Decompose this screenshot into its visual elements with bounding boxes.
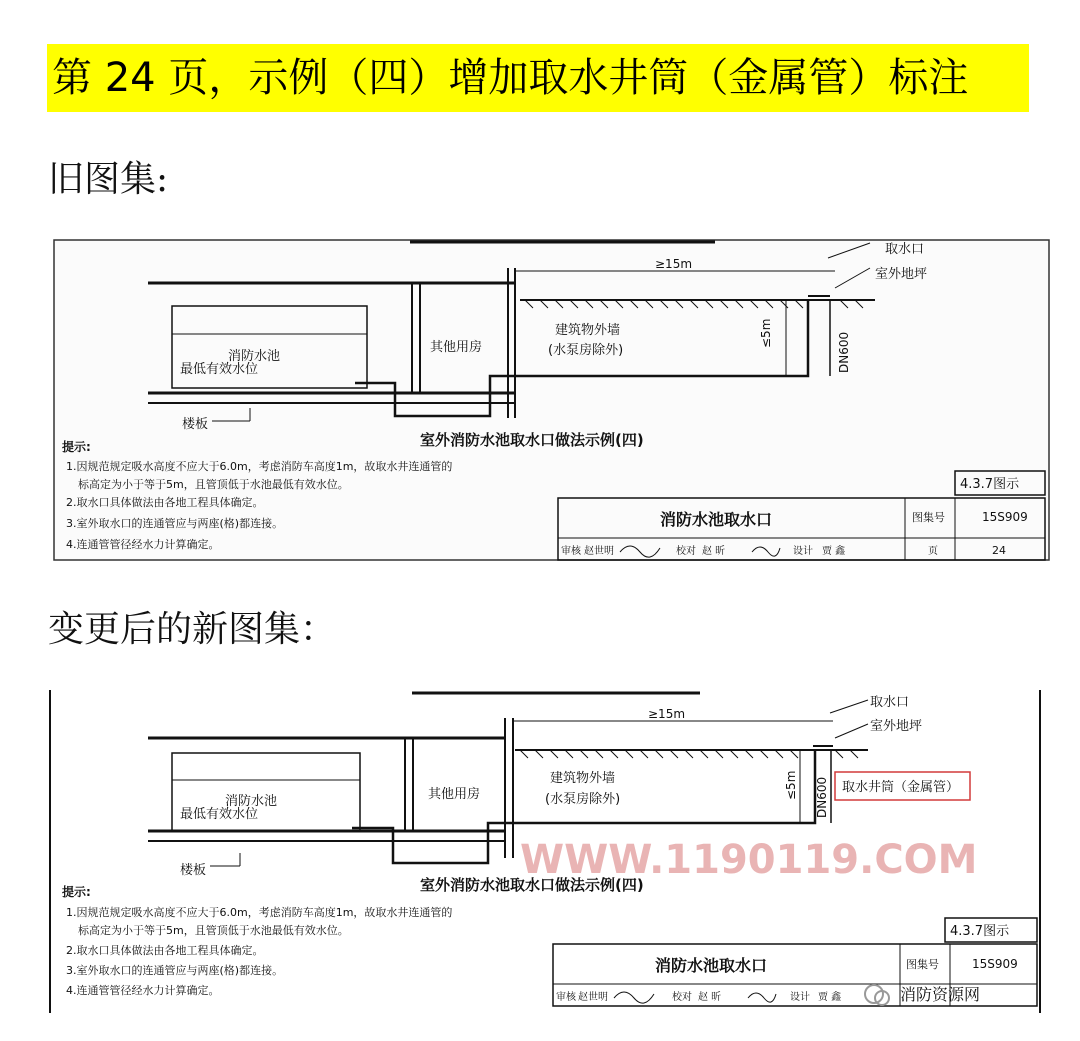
outdoor-ground-label: 室外地坪 — [875, 267, 928, 282]
review-label-new: 审核 — [556, 992, 576, 1003]
fire-pool-label-new: 消防水池 — [225, 794, 278, 809]
floor-slab-label-new: 楼板 — [180, 863, 207, 878]
except-pump-room-label-new: (水泵房除外) — [545, 792, 621, 807]
check-label-new: 校对 — [672, 992, 692, 1003]
depth-label: ≤5m — [759, 318, 773, 348]
note-2-new: 2.取水口具体做法由各地工程具体确定。 — [66, 944, 264, 957]
other-room-label: 其他用房 — [430, 340, 483, 355]
figure-no: 4.3.7图示 — [960, 477, 1020, 492]
title-block-name: 消防水池取水口 — [660, 510, 773, 529]
atlas-no: 15S909 — [982, 510, 1028, 524]
notes-heading: 提示: — [62, 440, 91, 454]
note-4: 4.连通管管径经水力计算确定。 — [66, 538, 220, 551]
note-2: 2.取水口具体做法由各地工程具体确定。 — [66, 496, 264, 509]
designer: 贾 鑫 — [822, 546, 846, 557]
old-drawing — [0, 238, 1080, 563]
wechat-icon — [865, 985, 883, 1003]
designer-new: 贾 鑫 — [818, 992, 842, 1003]
note-4-new: 4.连通管管径经水力计算确定。 — [66, 984, 220, 997]
pipe-dn-label-new: DN600 — [815, 776, 829, 818]
building-wall-label-new: 建筑物外墙 — [550, 771, 616, 786]
figure-no-new: 4.3.7图示 — [950, 924, 1010, 939]
signature-2-new — [748, 993, 776, 1002]
note-1-new: 1.因规范规定吸水高度不应大于6.0m，考虑消防车高度1m，故取水井连通管的 — [66, 906, 453, 919]
atlas-no-new: 15S909 — [972, 957, 1018, 971]
reviewer: 赵世明 — [584, 546, 614, 557]
building-wall-label: 建筑物外墙 — [555, 323, 621, 338]
reviewer-new: 赵世明 — [578, 992, 608, 1003]
check-label: 校对 — [676, 546, 696, 557]
signature-1-new — [614, 992, 654, 1003]
page-label: 页 — [928, 546, 938, 557]
design-label-new: 设计 — [790, 992, 810, 1003]
new-annotation-label: 取水井筒（金属管） — [842, 780, 960, 795]
depth-label-new: ≤5m — [784, 770, 798, 800]
caption-new: 室外消防水池取水口做法示例(四) — [420, 876, 644, 894]
floor-slab-label: 楼板 — [182, 417, 209, 432]
take-water-port-label-new: 取水口 — [870, 695, 910, 710]
notes-heading-new: 提示: — [62, 885, 91, 899]
page-no: 24 — [992, 544, 1006, 557]
note-3-new: 3.室外取水口的连通管应与两座(格)都连接。 — [66, 964, 284, 977]
fire-pool-label: 消防水池 — [228, 349, 281, 364]
note-1b-new: 标高定为小于等于5m，且管顶低于水池最低有效水位。 — [78, 924, 349, 937]
note-1: 1.因规范规定吸水高度不应大于6.0m，考虑消防车高度1m，故取水井连通管的 — [66, 460, 453, 473]
note-3: 3.室外取水口的连通管应与两座(格)都连接。 — [66, 517, 284, 530]
new-drawing — [0, 688, 1080, 1018]
design-label: 设计 — [793, 546, 813, 557]
atlas-label: 图集号 — [912, 511, 945, 524]
caption: 室外消防水池取水口做法示例(四) — [420, 431, 644, 449]
lowest-level-label: 最低有效水位 — [180, 362, 259, 377]
distance-label-new: ≥15m — [648, 707, 686, 721]
atlas-label-new: 图集号 — [906, 958, 939, 971]
title-block-name-new: 消防水池取水口 — [655, 956, 768, 975]
distance-label: ≥15m — [655, 257, 693, 271]
watermark: WWW.1190119.COM — [520, 837, 978, 883]
page-title: 第 24 页，示例（四）增加取水井筒（金属管）标注 — [52, 55, 969, 101]
review-label: 审核 — [561, 546, 581, 557]
other-room-label-new: 其他用房 — [428, 787, 481, 802]
wechat-source — [860, 980, 1060, 1008]
outdoor-ground-label-new: 室外地坪 — [870, 719, 923, 734]
except-pump-room-label: (水泵房除外) — [548, 343, 624, 358]
take-water-port-label: 取水口 — [885, 242, 925, 257]
checker-new: 赵 昕 — [698, 992, 722, 1003]
note-1b: 标高定为小于等于5m，且管顶低于水池最低有效水位。 — [78, 478, 349, 491]
new-atlas-label: 变更后的新图集： — [48, 609, 337, 650]
old-atlas-label: 旧图集: — [48, 159, 169, 200]
wechat-source-label: 消防资源网 — [900, 985, 981, 1004]
pipe-dn-label: DN600 — [837, 331, 851, 373]
checker: 赵 昕 — [702, 546, 726, 557]
lowest-level-label-new: 最低有效水位 — [180, 807, 259, 822]
